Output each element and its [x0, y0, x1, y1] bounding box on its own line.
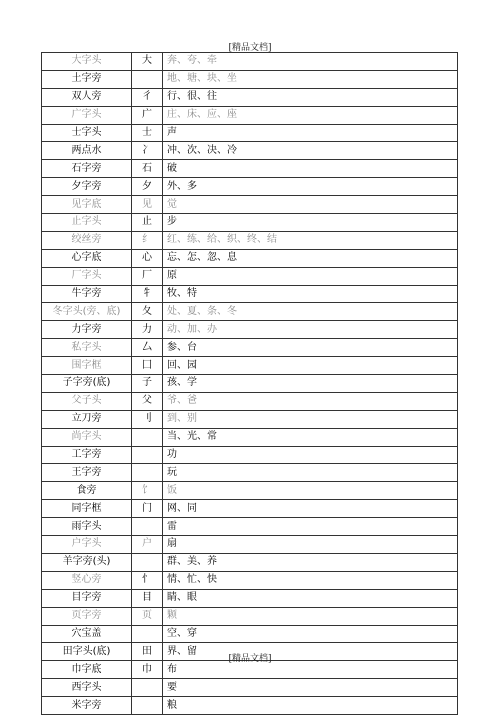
example-chars-cell: 庄、床、应、座 [163, 106, 458, 124]
example-chars-cell: 牧、特 [163, 285, 458, 303]
table-row [42, 446, 458, 464]
radical-name-cell: 食旁 [42, 482, 132, 500]
table-row [42, 392, 458, 410]
radical-glyph-cell: 田 [132, 643, 163, 661]
radical-glyph-cell: 饣 [132, 482, 163, 500]
radical-name-cell: 目字旁 [42, 589, 132, 607]
table-row [42, 339, 458, 357]
example-chars-cell: 破 [163, 160, 458, 178]
radical-glyph-cell: 页 [132, 607, 163, 625]
radical-glyph-cell [132, 428, 163, 446]
example-chars-cell: 睛、眼 [163, 589, 458, 607]
radical-glyph-cell: 刂 [132, 410, 163, 428]
table-row [42, 303, 458, 321]
radical-glyph-cell [132, 518, 163, 536]
radical-glyph-cell: 门 [132, 500, 163, 518]
radical-glyph-cell [132, 553, 163, 571]
example-chars-cell: 情、忙、快 [163, 571, 458, 589]
table-row [42, 231, 458, 249]
example-chars-cell: 外、多 [163, 178, 458, 196]
page-header: [精品文档] [228, 43, 272, 53]
table-row [42, 142, 458, 160]
table-row [42, 196, 458, 214]
table-row [42, 106, 458, 124]
radical-name-cell: 工字旁 [42, 446, 132, 464]
example-chars-cell: 扇 [163, 536, 458, 554]
example-chars-cell: 网、同 [163, 500, 458, 518]
page-footer: [精品文档] [228, 654, 272, 664]
radical-glyph-cell [132, 697, 163, 715]
example-chars-cell: 玩 [163, 464, 458, 482]
radical-glyph-cell: 夕 [132, 178, 163, 196]
example-chars-cell: 行、很、往 [163, 88, 458, 106]
radical-glyph-cell: 力 [132, 321, 163, 339]
example-chars-cell: 动、加、办 [163, 321, 458, 339]
radical-name-cell: 户字头 [42, 536, 132, 554]
radical-glyph-cell: 心 [132, 249, 163, 267]
radical-name-cell: 土字旁 [42, 70, 132, 88]
radical-glyph-cell: 忄 [132, 571, 163, 589]
table-row [42, 249, 458, 267]
radical-glyph-cell [132, 446, 163, 464]
radical-glyph-cell: 牜 [132, 285, 163, 303]
table-row [42, 697, 458, 715]
radical-name-cell: 穴宝盖 [42, 625, 132, 643]
radical-glyph-cell [132, 464, 163, 482]
radical-glyph-cell: 户 [132, 536, 163, 554]
radical-glyph-cell: 大 [132, 53, 163, 71]
radical-glyph-cell [132, 625, 163, 643]
example-chars-cell: 粮 [163, 697, 458, 715]
radical-name-cell: 西字头 [42, 679, 132, 697]
table-row [42, 428, 458, 446]
table-row [42, 267, 458, 285]
radical-glyph-cell: 广 [132, 106, 163, 124]
radical-table [41, 52, 458, 715]
example-chars-cell: 空、穿 [163, 625, 458, 643]
radical-name-cell: 大字头 [42, 53, 132, 71]
table-row [42, 160, 458, 178]
example-chars-cell: 忘、怎、忽、息 [163, 249, 458, 267]
table-row [42, 321, 458, 339]
radical-glyph-cell: 冫 [132, 142, 163, 160]
example-chars-cell: 布 [163, 661, 458, 679]
radical-glyph-cell: 目 [132, 589, 163, 607]
table-row [42, 124, 458, 142]
radical-glyph-cell [132, 70, 163, 88]
radical-glyph-cell: 父 [132, 392, 163, 410]
example-chars-cell: 颗 [163, 607, 458, 625]
table-row [42, 214, 458, 232]
table-row [42, 482, 458, 500]
example-chars-cell: 功 [163, 446, 458, 464]
radical-glyph-cell: 见 [132, 196, 163, 214]
example-chars-cell: 界、留 [163, 643, 458, 661]
radical-name-cell: 力字旁 [42, 321, 132, 339]
radical-name-cell: 绞丝旁 [42, 231, 132, 249]
table-row [42, 285, 458, 303]
example-chars-cell: 冲、次、决、冷 [163, 142, 458, 160]
example-chars-cell: 声 [163, 124, 458, 142]
radical-name-cell: 王字旁 [42, 464, 132, 482]
example-chars-cell: 孩、学 [163, 375, 458, 393]
radical-name-cell: 页字旁 [42, 607, 132, 625]
radical-name-cell: 尚字头 [42, 428, 132, 446]
table-row [42, 536, 458, 554]
radical-name-cell: 两点水 [42, 142, 132, 160]
radical-glyph-cell: 夂 [132, 303, 163, 321]
table-row [42, 553, 458, 571]
example-chars-cell: 地、塘、块、坐 [163, 70, 458, 88]
radical-glyph-cell: 止 [132, 214, 163, 232]
radical-glyph-cell: 石 [132, 160, 163, 178]
example-chars-cell: 奔、夸、牵 [163, 53, 458, 71]
example-chars-cell: 爷、爸 [163, 392, 458, 410]
radical-name-cell: 牛字旁 [42, 285, 132, 303]
table-row [42, 518, 458, 536]
table-row [42, 607, 458, 625]
radical-name-cell: 厂字头 [42, 267, 132, 285]
radical-name-cell: 雨字头 [42, 518, 132, 536]
radical-name-cell: 羊字旁(头) [42, 553, 132, 571]
radical-glyph-cell [132, 679, 163, 697]
radical-name-cell: 冬字头(旁、底) [42, 303, 132, 321]
table-row [42, 464, 458, 482]
example-chars-cell: 觉 [163, 196, 458, 214]
example-chars-cell: 要 [163, 679, 458, 697]
radical-name-cell: 立刀旁 [42, 410, 132, 428]
radical-name-cell: 竖心旁 [42, 571, 132, 589]
table-row [42, 625, 458, 643]
radical-name-cell: 双人旁 [42, 88, 132, 106]
table-row [42, 178, 458, 196]
radical-glyph-cell: 囗 [132, 357, 163, 375]
radical-name-cell: 同字框 [42, 500, 132, 518]
table-row [42, 53, 458, 71]
table-row [42, 88, 458, 106]
radical-glyph-cell: 厶 [132, 339, 163, 357]
radical-glyph-cell: 士 [132, 124, 163, 142]
example-chars-cell: 处、夏、条、冬 [163, 303, 458, 321]
table-row [42, 589, 458, 607]
radical-name-cell: 子字旁(底) [42, 375, 132, 393]
radical-name-cell: 米字旁 [42, 697, 132, 715]
radical-name-cell: 石字旁 [42, 160, 132, 178]
radical-glyph-cell: 彳 [132, 88, 163, 106]
radical-name-cell: 见字底 [42, 196, 132, 214]
example-chars-cell: 原 [163, 267, 458, 285]
table-row [42, 375, 458, 393]
example-chars-cell: 当、光、常 [163, 428, 458, 446]
example-chars-cell: 回、园 [163, 357, 458, 375]
radical-name-cell: 父子头 [42, 392, 132, 410]
radical-name-cell: 夕字旁 [42, 178, 132, 196]
radical-glyph-cell: 厂 [132, 267, 163, 285]
radical-name-cell: 巾字底 [42, 661, 132, 679]
table-row [42, 70, 458, 88]
radical-name-cell: 广字头 [42, 106, 132, 124]
radical-name-cell: 田字头(底) [42, 643, 132, 661]
radical-name-cell: 围字框 [42, 357, 132, 375]
example-chars-cell: 参、台 [163, 339, 458, 357]
example-chars-cell: 饭 [163, 482, 458, 500]
radical-name-cell: 止字头 [42, 214, 132, 232]
example-chars-cell: 到、别 [163, 410, 458, 428]
table-row [42, 357, 458, 375]
table-row [42, 500, 458, 518]
example-chars-cell: 红、练、给、织、终、结 [163, 231, 458, 249]
radical-glyph-cell: 巾 [132, 661, 163, 679]
table-row [42, 571, 458, 589]
radical-name-cell: 私字头 [42, 339, 132, 357]
example-chars-cell: 雷 [163, 518, 458, 536]
example-chars-cell: 群、美、养 [163, 553, 458, 571]
radical-name-cell: 心字底 [42, 249, 132, 267]
example-chars-cell: 步 [163, 214, 458, 232]
table-row [42, 410, 458, 428]
table-row [42, 679, 458, 697]
radical-glyph-cell: 子 [132, 375, 163, 393]
radical-name-cell: 士字头 [42, 124, 132, 142]
radical-glyph-cell: 纟 [132, 231, 163, 249]
